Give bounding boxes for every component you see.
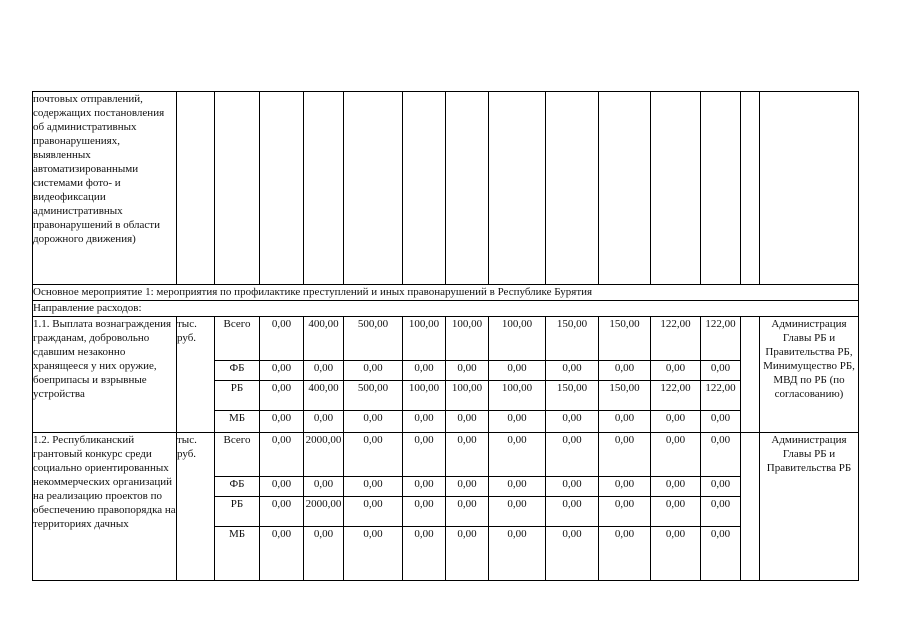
blank-cell [701,92,741,285]
value-cell: 0,00 [260,381,304,411]
value-cell: 0,00 [489,497,546,527]
budget-level: МБ [215,411,260,433]
value-cell: 150,00 [599,381,651,411]
item-row [33,433,859,477]
gap-cell [741,433,760,581]
value-cell: 0,00 [701,361,741,381]
value-cell: 0,00 [344,361,403,381]
value-cell: 0,00 [344,477,403,497]
direction-row [33,301,859,317]
value-cell: 0,00 [701,411,741,433]
value-cell: 150,00 [546,317,599,361]
value-cell: 0,00 [599,433,651,477]
item-description: 1.2. Республиканский грантовый конкурс среди социально ориентированных некоммерческих организаций на реализацию проектов по обеспечению правопорядка на территориях дачных [33,433,177,581]
program-table [32,91,859,581]
value-cell: 0,00 [344,433,403,477]
value-cell: 500,00 [344,381,403,411]
value-cell: 0,00 [344,527,403,581]
value-cell: 0,00 [260,477,304,497]
blank-cell [489,92,546,285]
value-cell: 0,00 [651,433,701,477]
value-cell: 0,00 [701,433,741,477]
item-unit: тыс. руб. [177,433,215,581]
value-cell: 150,00 [599,317,651,361]
value-cell: 0,00 [260,411,304,433]
item-executor: Администрация Главы РБ и Правительства РБ [760,433,859,581]
value-cell: 0,00 [489,527,546,581]
value-cell: 100,00 [489,317,546,361]
value-cell: 0,00 [651,497,701,527]
blank-cell [304,92,344,285]
value-cell: 0,00 [403,361,446,381]
value-cell: 0,00 [489,411,546,433]
section-title: Основное мероприятие 1: мероприятия по профилактике преступлений и иных правонарушений в Республике Бурятия [33,285,859,301]
value-cell: 0,00 [546,411,599,433]
value-cell: 0,00 [489,433,546,477]
value-cell: 0,00 [403,497,446,527]
value-cell: 0,00 [403,411,446,433]
value-cell: 122,00 [651,381,701,411]
value-cell: 122,00 [701,317,741,361]
value-cell: 0,00 [546,361,599,381]
gap-cell [741,92,760,285]
value-cell: 0,00 [701,527,741,581]
value-cell: 122,00 [651,317,701,361]
item-description: 1.1. Выплата вознаграждения гражданам, добровольно сдавшим незаконно хранящееся у них оружие, боеприпасы и взрывные устройства [33,317,177,433]
blank-cell [260,92,304,285]
blank-cell [403,92,446,285]
value-cell: 400,00 [304,381,344,411]
blank-cell [344,92,403,285]
blank-cell [599,92,651,285]
value-cell: 0,00 [260,361,304,381]
value-cell: 0,00 [403,527,446,581]
value-cell: 400,00 [304,317,344,361]
value-cell: 0,00 [599,527,651,581]
item-unit: тыс. руб. [177,317,215,433]
value-cell: 100,00 [489,381,546,411]
value-cell: 122,00 [701,381,741,411]
value-cell: 0,00 [489,361,546,381]
value-cell: 0,00 [260,527,304,581]
value-cell: 0,00 [344,497,403,527]
budget-level: Всего [215,433,260,477]
value-cell: 2000,00 [304,497,344,527]
budget-level: ФБ [215,361,260,381]
blank-cell [760,92,859,285]
value-cell: 0,00 [304,361,344,381]
value-cell: 0,00 [701,497,741,527]
value-cell: 0,00 [599,361,651,381]
value-cell: 0,00 [546,433,599,477]
value-cell: 0,00 [403,433,446,477]
value-cell: 0,00 [403,477,446,497]
value-cell: 500,00 [344,317,403,361]
value-cell: 0,00 [599,411,651,433]
value-cell: 150,00 [546,381,599,411]
value-cell: 0,00 [651,411,701,433]
value-cell: 0,00 [260,317,304,361]
budget-level: Всего [215,317,260,361]
budget-level: РБ [215,497,260,527]
value-cell: 0,00 [304,411,344,433]
blank-cell [215,92,260,285]
value-cell: 0,00 [546,477,599,497]
value-cell: 100,00 [403,381,446,411]
value-cell: 0,00 [599,497,651,527]
budget-level: РБ [215,381,260,411]
value-cell: 2000,00 [304,433,344,477]
value-cell: 0,00 [446,361,489,381]
value-cell: 100,00 [403,317,446,361]
value-cell: 0,00 [446,411,489,433]
value-cell: 0,00 [651,477,701,497]
value-cell: 0,00 [651,527,701,581]
budget-level: ФБ [215,477,260,497]
item-executor: Администрация Главы РБ и Правительства РБ, Минимущество РБ, МВД по РБ (по согласованию) [760,317,859,433]
blank-cell [651,92,701,285]
budget-level: МБ [215,527,260,581]
direction-label: Направление расходов: [33,301,859,317]
blank-cell [546,92,599,285]
item-row [33,317,859,361]
value-cell: 0,00 [651,361,701,381]
continuation-description: почтовых отправлений, содержащих постановления об административных правонарушениях, выявленных автоматизированными системами фото- и видеофиксации административных правонарушений в области дорожного движения) [33,92,177,285]
value-cell: 0,00 [304,477,344,497]
value-cell: 0,00 [446,477,489,497]
value-cell: 0,00 [446,497,489,527]
value-cell: 100,00 [446,317,489,361]
value-cell: 0,00 [701,477,741,497]
value-cell: 0,00 [599,477,651,497]
value-cell: 0,00 [260,497,304,527]
value-cell: 100,00 [446,381,489,411]
value-cell: 0,00 [260,433,304,477]
value-cell: 0,00 [344,411,403,433]
value-cell: 0,00 [446,527,489,581]
value-cell: 0,00 [304,527,344,581]
gap-cell [741,317,760,433]
blank-cell [177,92,215,285]
continuation-row [33,92,859,285]
section-row [33,285,859,301]
value-cell: 0,00 [546,497,599,527]
blank-cell [446,92,489,285]
value-cell: 0,00 [546,527,599,581]
value-cell: 0,00 [489,477,546,497]
value-cell: 0,00 [446,433,489,477]
